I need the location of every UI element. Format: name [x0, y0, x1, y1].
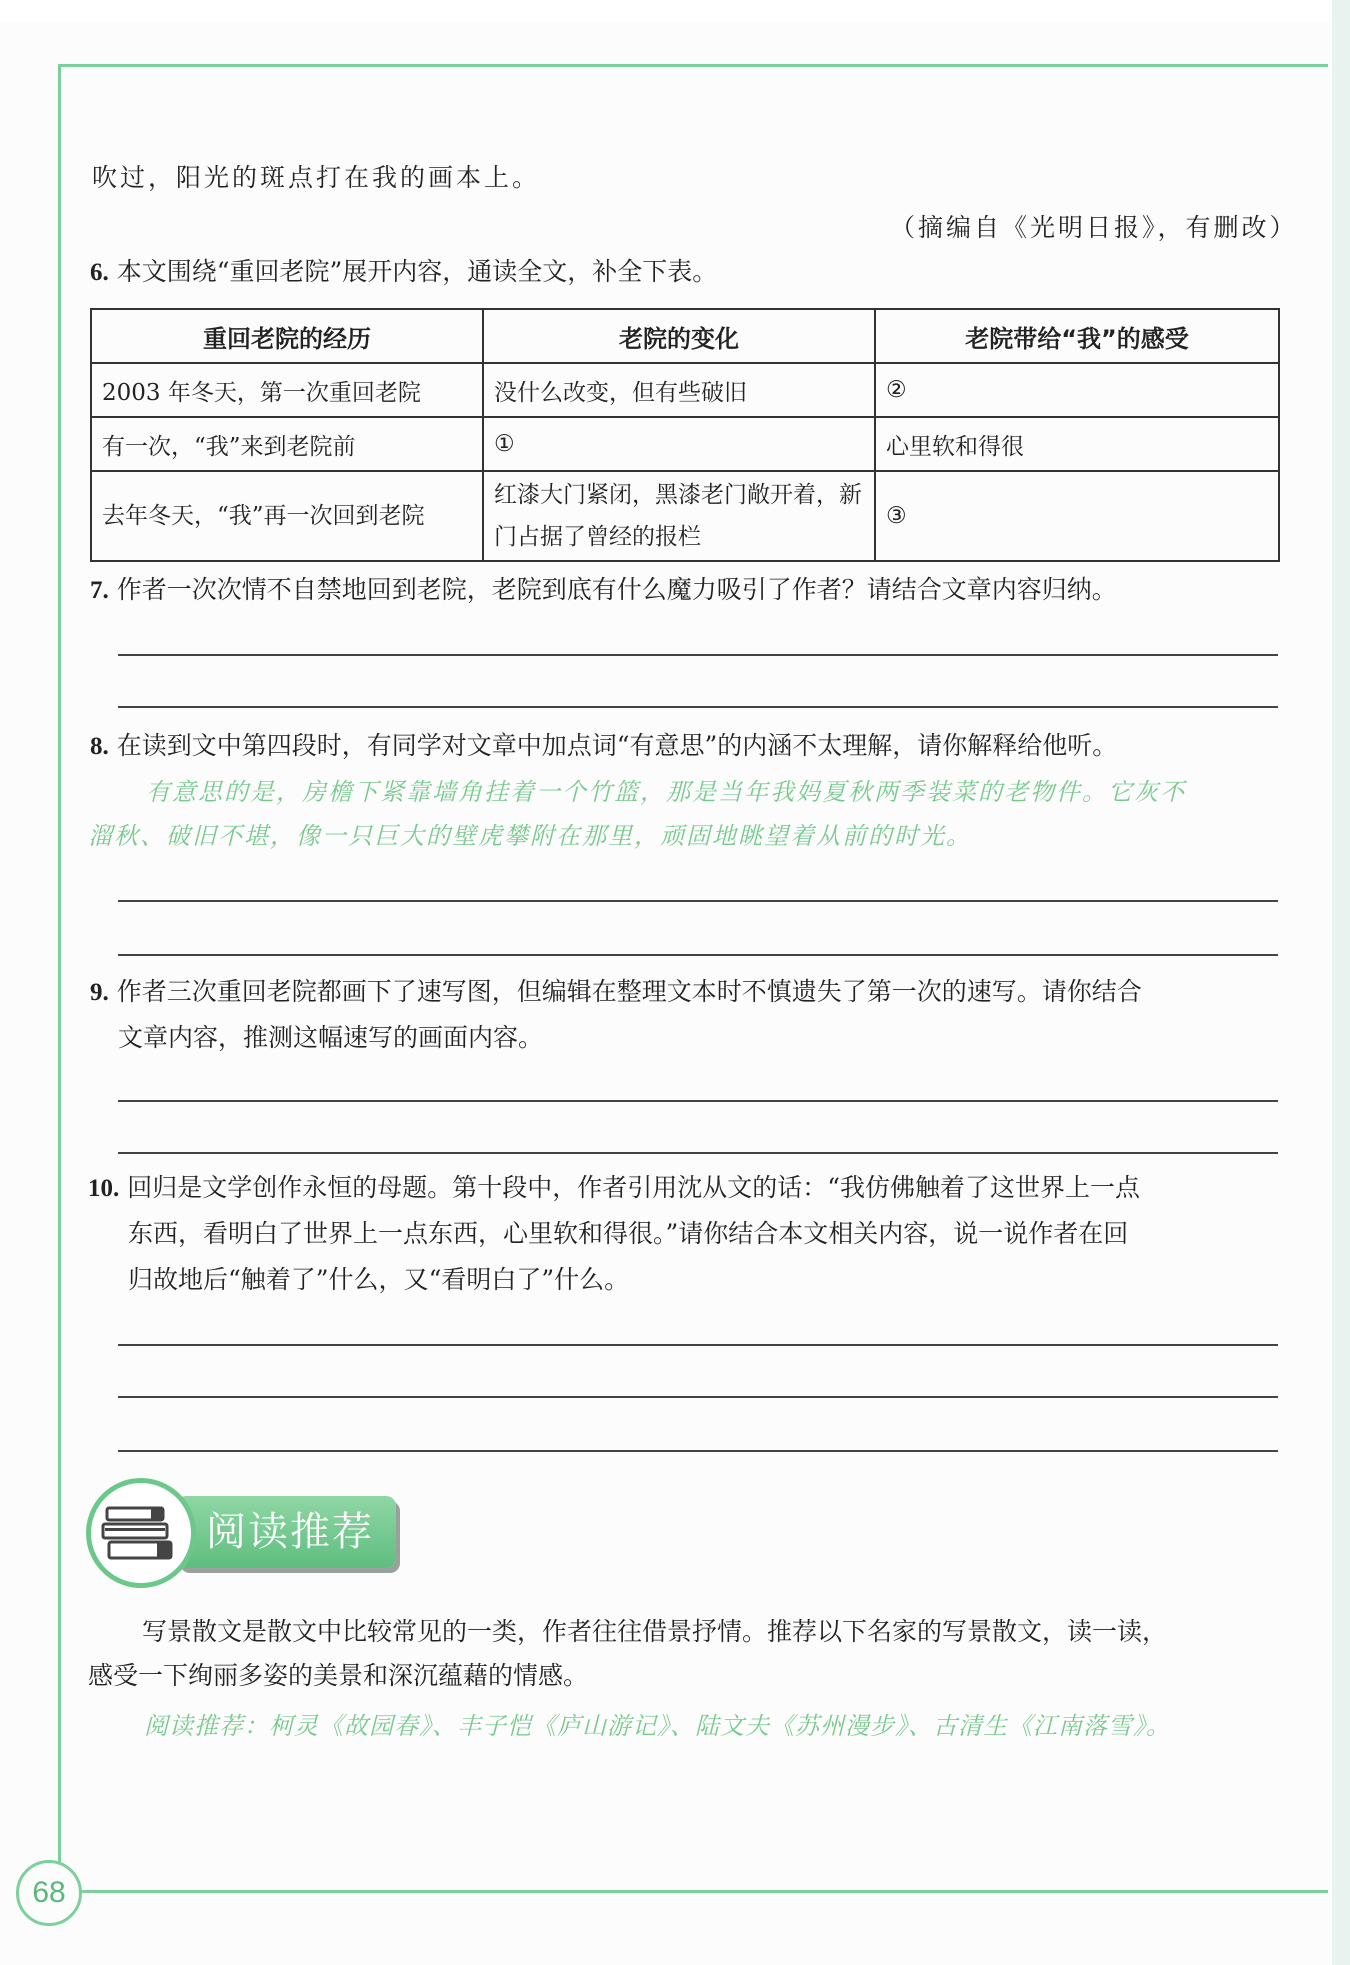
table-cell: 有一次，“我”来到老院前: [91, 417, 483, 471]
table-row: [91, 417, 1279, 471]
question-number: 8.: [90, 733, 109, 760]
answer-line[interactable]: [118, 706, 1278, 708]
question-9: [90, 972, 1142, 1013]
answer-line[interactable]: [118, 1344, 1278, 1346]
recommend-paragraph-line2: 感受一下绚丽多姿的美景和深沉蕴藉的情感。: [88, 1661, 589, 1690]
page-number: 68: [16, 1860, 82, 1926]
question-6: [90, 252, 717, 293]
handwritten-answer-line: 有意思的是，房檐下紧靠墙角挂着一个竹篮，那是当年我妈夏秋两季装菜的老物件。它灰不: [146, 778, 1186, 806]
table-cell: 没什么改变，但有些破旧: [483, 363, 875, 417]
right-band: [1332, 0, 1350, 1965]
table-cell-blank[interactable]: ③: [875, 471, 1279, 561]
answer-line[interactable]: [118, 954, 1278, 956]
table-cell-blank[interactable]: ②: [875, 363, 1279, 417]
answer-line[interactable]: [118, 1396, 1278, 1398]
banner-bar: [176, 1496, 396, 1568]
question-10-line2: 东西，看明白了世界上一点东西，心里软和得很。”请你结合本文相关内容，说一说作者在回: [128, 1219, 1129, 1248]
answer-line[interactable]: [118, 1152, 1278, 1154]
answer-line[interactable]: [118, 654, 1278, 656]
question-8: [90, 726, 1117, 767]
question-7: [90, 570, 1117, 611]
recommend-paragraph-line1: 写景散文是散文中比较常见的一类，作者往往借景抒情。推荐以下名家的写景散文，读一读，: [142, 1617, 1168, 1646]
question-10-line3: 归故地后“触着了”什么，又“看明白了”什么。: [128, 1265, 630, 1294]
table-header: 老院的变化: [483, 309, 875, 363]
question-text: 本文围绕“重回老院”展开内容，通读全文，补全下表。: [116, 257, 718, 286]
question-text: 作者三次重回老院都画下了速写图，但编辑在整理文本时不慎遗失了第一次的速写。请你结合: [116, 977, 1142, 1006]
answer-line[interactable]: [118, 1100, 1278, 1102]
reading-recommend-banner: [86, 1478, 400, 1598]
question-text: 回归是文学创作永恒的母题。第十段中，作者引用沈从文的话：“我仿佛触着了这世界上一点: [127, 1173, 1140, 1202]
banner-title: 阅读推荐: [206, 1509, 374, 1555]
table-cell: 去年冬天，“我”再一次回到老院: [91, 471, 483, 561]
answer-line[interactable]: [118, 900, 1278, 902]
table-header: 老院带给“我”的感受: [875, 309, 1279, 363]
table-row: [91, 363, 1279, 417]
books-icon: [86, 1478, 196, 1588]
table-cell: 心里软和得很: [875, 417, 1279, 471]
experience-table: [90, 308, 1280, 562]
frame-top-line: [58, 64, 1328, 67]
handwritten-answer-line: 溜秋、破旧不堪，像一只巨大的壁虎攀附在那里，顽固地眺望着从前的时光。: [88, 822, 972, 850]
table-header: 重回老院的经历: [91, 309, 483, 363]
passage-source: （摘编自《光明日报》，有删改）: [890, 213, 1298, 242]
frame-left-line: [58, 64, 61, 1864]
question-number: 6.: [90, 259, 109, 286]
question-text: 作者一次次情不自禁地回到老院，老院到底有什么魔力吸引了作者？请结合文章内容归纳。: [116, 575, 1117, 604]
question-number: 7.: [90, 577, 109, 604]
table-cell: 红漆大门紧闭，黑漆老门敞开着，新门占据了曾经的报栏: [483, 471, 875, 561]
table-header-row: [91, 309, 1279, 363]
question-10: [88, 1168, 1140, 1209]
answer-line[interactable]: [118, 1450, 1278, 1452]
question-number: 9.: [90, 979, 109, 1006]
table-cell: 2003 年冬天，第一次重回老院: [91, 363, 483, 417]
top-band: [0, 0, 1350, 22]
question-text: 在读到文中第四段时，有同学对文章中加点词“有意思”的内涵不太理解，请你解释给他听。: [116, 731, 1118, 760]
frame-bottom-line: [58, 1890, 1328, 1893]
passage-last-line: 吹过，阳光的斑点打在我的画本上。: [92, 163, 541, 192]
question-9-line2: 文章内容，推测这幅速写的画面内容。: [118, 1023, 544, 1052]
question-number: 10.: [88, 1175, 120, 1202]
table-row: [91, 471, 1279, 561]
table-cell-blank[interactable]: ①: [483, 417, 875, 471]
handwritten-recommendation: 阅读推荐：柯灵《故园春》、丰子恺《庐山游记》、陆文夫《苏州漫步》、古清生《江南落雪》。: [144, 1712, 1171, 1740]
